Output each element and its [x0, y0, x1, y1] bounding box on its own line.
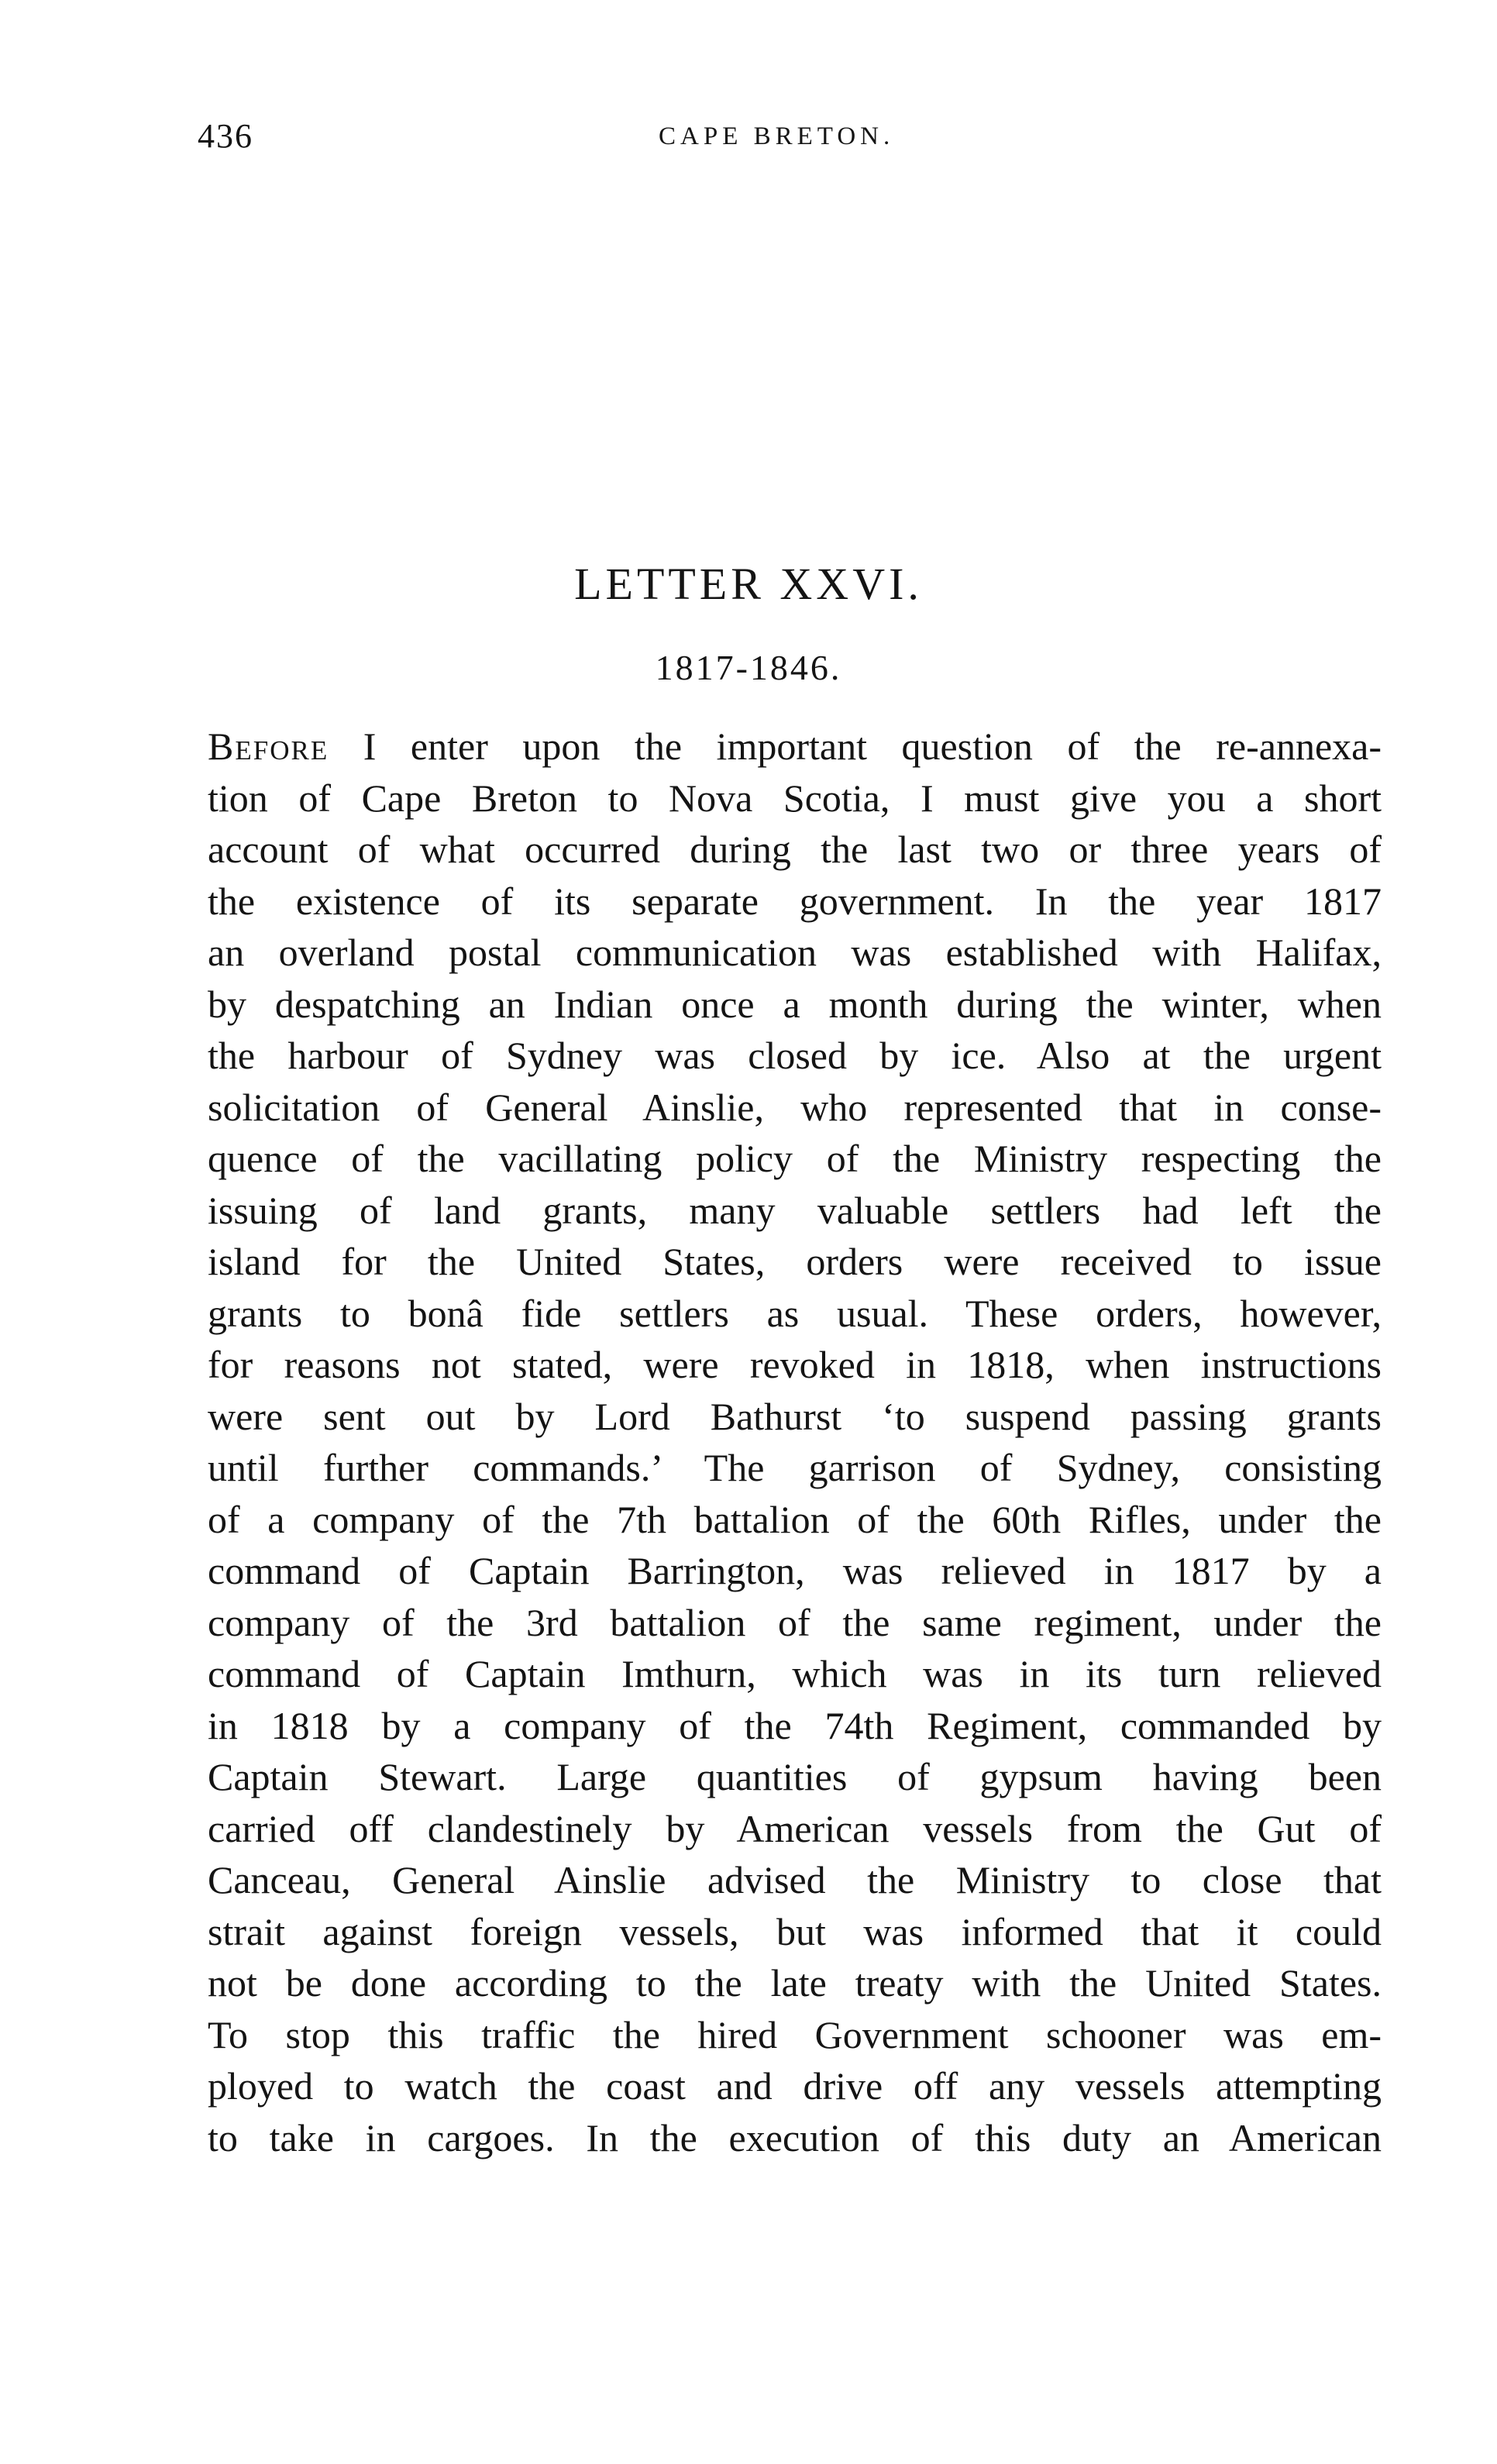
text-line: until further commands.’ The garrison of Sydney, consisting — [208, 1446, 1382, 1489]
text-line: Captain Stewart. Large quantities of gypsum having been — [208, 1755, 1382, 1798]
text-line: the existence of its separate government. In the year 1817 — [208, 879, 1382, 923]
opening-word: Before — [208, 724, 329, 768]
text-line: grants to bonâ fide settlers as usual. These orders, however, — [208, 1291, 1382, 1335]
text-line: company of the 3rd battalion of the same regiment, under the — [208, 1600, 1382, 1644]
text-line-content: I enter upon the important question of the re-annexa- — [329, 724, 1382, 768]
running-head — [0, 116, 1497, 163]
text-line: of a company of the 7th battalion of the 60th Rifles, under the — [208, 1497, 1382, 1541]
body-text — [208, 721, 1382, 2163]
text-line: in 1818 by a company of the 74th Regiment, commanded by — [208, 1703, 1382, 1747]
text-line: Canceau, General Ainslie advised the Ministry to close that — [208, 1858, 1382, 1901]
text-line — [208, 721, 1382, 773]
letter-heading: LETTER XXVI. — [574, 559, 923, 609]
text-line: To stop this traffic the hired Government schooner was em- — [208, 2012, 1382, 2056]
text-line: for reasons not stated, were revoked in 1818, when instructions — [208, 1343, 1382, 1386]
text-line: account of what occurred during the last two or three years of — [208, 828, 1382, 871]
text-line: command of Captain Imthurn, which was in its turn relieved — [208, 1652, 1382, 1695]
text-line: by despatching an Indian once a month during the winter, when — [208, 982, 1382, 1026]
text-line: to take in cargoes. In the execution of this duty an American — [208, 2115, 1382, 2159]
text-line: solicitation of General Ainslie, who represented that in conse- — [208, 1085, 1382, 1129]
text-line: an overland postal communication was established with Halifax, — [208, 931, 1382, 974]
text-line: ployed to watch the coast and drive off any vessels attempting — [208, 2064, 1382, 2108]
page-number: 436 — [198, 117, 253, 155]
running-title: CAPE BRETON. — [659, 122, 895, 150]
text-line: island for the United States, orders were received to issue — [208, 1240, 1382, 1283]
text-line: strait against foreign vessels, but was informed that it could — [208, 1909, 1382, 1953]
text-line: not be done according to the late treaty with the United States. — [208, 1961, 1382, 2005]
text-line: tion of Cape Breton to Nova Scotia, I must give you a short — [208, 776, 1382, 820]
text-line: issuing of land grants, many valuable settlers had left the — [208, 1188, 1382, 1232]
text-line: carried off clandestinely by American vessels from the Gut of — [208, 1806, 1382, 1850]
letter-dates: 1817-1846. — [655, 648, 842, 687]
text-line: were sent out by Lord Bathurst ‘to suspend passing grants — [208, 1394, 1382, 1438]
text-line: command of Captain Barrington, was relieved in 1817 by a — [208, 1549, 1382, 1592]
text-line: quence of the vacillating policy of the Ministry respecting the — [208, 1137, 1382, 1180]
text-line: the harbour of Sydney was closed by ice. Also at the urgent — [208, 1034, 1382, 1077]
